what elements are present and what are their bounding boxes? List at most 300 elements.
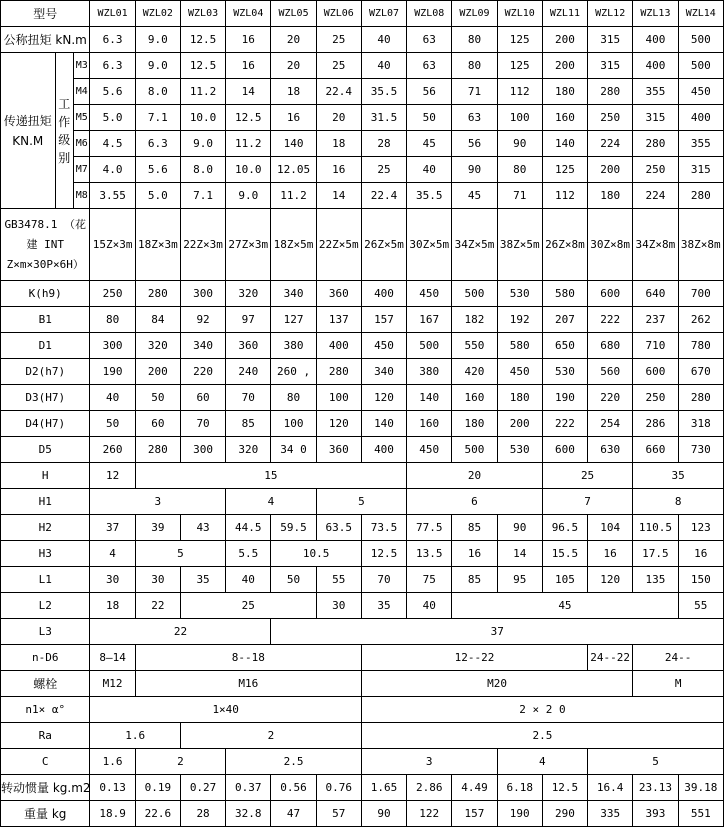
cell: 60 [180, 385, 225, 411]
cell: 30 [316, 593, 361, 619]
cell: 551 [678, 801, 723, 827]
cell: 150 [678, 567, 723, 593]
cell: 8—14 [90, 645, 135, 671]
model-header: WZL06 [316, 1, 361, 27]
cell: 0.13 [90, 775, 135, 801]
cell: 190 [497, 801, 542, 827]
cell: 360 [316, 281, 361, 307]
cell: 180 [497, 385, 542, 411]
cell: 710 [633, 333, 678, 359]
cell: 3 [90, 489, 226, 515]
grade-label: M5 [74, 105, 90, 131]
cell: 167 [407, 307, 452, 333]
row-label: K(h9) [1, 281, 90, 307]
cell: 560 [588, 359, 633, 385]
cell: 27Z×3m [226, 209, 271, 281]
cell: 780 [678, 333, 723, 359]
cell: 40 [226, 567, 271, 593]
model-header: WZL10 [497, 1, 542, 27]
cell: 355 [633, 79, 678, 105]
cell: 35 [361, 593, 406, 619]
cell: 400 [361, 281, 406, 307]
cell: 95 [497, 567, 542, 593]
model-header: WZL01 [90, 1, 135, 27]
row-d5 [1, 437, 724, 463]
cell: 63 [452, 105, 497, 131]
cell: 600 [542, 437, 587, 463]
cell: 105 [542, 567, 587, 593]
cell: 40 [407, 593, 452, 619]
cell: 700 [678, 281, 723, 307]
cell: 125 [497, 27, 542, 53]
cell: 40 [407, 157, 452, 183]
model-header: WZL13 [633, 1, 678, 27]
cell: 500 [678, 27, 723, 53]
cell: 7 [542, 489, 632, 515]
transmit-torque-label [1, 53, 56, 209]
cell: 1×40 [90, 697, 361, 723]
cell: 600 [633, 359, 678, 385]
cell: 104 [588, 515, 633, 541]
cell: 180 [588, 183, 633, 209]
cell: 18.9 [90, 801, 135, 827]
cell: 80 [90, 307, 135, 333]
cell: 4 [497, 749, 587, 775]
cell: 43 [180, 515, 225, 541]
row-label: L2 [1, 593, 90, 619]
cell: 640 [633, 281, 678, 307]
cell: 71 [452, 79, 497, 105]
cell: 26Z×8m [542, 209, 587, 281]
cell: 380 [271, 333, 316, 359]
cell: 315 [678, 157, 723, 183]
row-weight [1, 801, 724, 827]
cell: 140 [542, 131, 587, 157]
row-d4 [1, 411, 724, 437]
cell: 22Z×3m [180, 209, 225, 281]
spline-label: GB3478.1 （花建 INT Z×m×30P×6H） [1, 209, 90, 281]
cell: 120 [361, 385, 406, 411]
cell: 18 [316, 131, 361, 157]
cell: 16.4 [588, 775, 633, 801]
cell: 250 [90, 281, 135, 307]
cell: 320 [226, 281, 271, 307]
cell: 360 [316, 437, 361, 463]
cell: 207 [542, 307, 587, 333]
cell: 180 [452, 411, 497, 437]
cell: 280 [678, 183, 723, 209]
cell: 55 [678, 593, 723, 619]
cell: 260 [90, 437, 135, 463]
row-h1 [1, 489, 724, 515]
model-header: WZL09 [452, 1, 497, 27]
cell: 3.55 [90, 183, 135, 209]
cell: 16 [271, 105, 316, 131]
row-label: D4(H7) [1, 411, 90, 437]
cell: 0.27 [180, 775, 225, 801]
cell: 335 [588, 801, 633, 827]
cell: 20 [407, 463, 543, 489]
cell: 122 [407, 801, 452, 827]
cell: 250 [633, 157, 678, 183]
cell: 224 [633, 183, 678, 209]
cell: 192 [497, 307, 542, 333]
cell: 31.5 [361, 105, 406, 131]
cell: 40 [90, 385, 135, 411]
cell: 45 [452, 183, 497, 209]
cell: 2 [180, 723, 361, 749]
cell: 22.4 [361, 183, 406, 209]
cell: 44.5 [226, 515, 271, 541]
cell: 190 [90, 359, 135, 385]
cell: 63 [407, 53, 452, 79]
work-class-label: 工作级别 [55, 53, 74, 209]
row-label: n-D6 [1, 645, 90, 671]
cell: 280 [633, 131, 678, 157]
row-label: n1× α° [1, 697, 90, 723]
cell: 25 [361, 157, 406, 183]
cell: 22Z×5m [316, 209, 361, 281]
cell: 320 [135, 333, 180, 359]
cell: 6.18 [497, 775, 542, 801]
row-angle [1, 697, 724, 723]
grade-label: M6 [74, 131, 90, 157]
cell: 3 [361, 749, 497, 775]
cell: 8--18 [135, 645, 361, 671]
cell: 15Z×3m [90, 209, 135, 281]
cell: 224 [588, 131, 633, 157]
cell: 500 [678, 53, 723, 79]
row-label: 螺栓 [1, 671, 90, 697]
cell: 80 [497, 157, 542, 183]
cell: 5.6 [90, 79, 135, 105]
cell: 5 [135, 541, 225, 567]
cell: 1.6 [90, 749, 135, 775]
cell: 26Z×5m [361, 209, 406, 281]
cell: 34Z×5m [452, 209, 497, 281]
cell: 6 [407, 489, 543, 515]
cell: 112 [497, 79, 542, 105]
row-ra [1, 723, 724, 749]
row-h [1, 463, 724, 489]
row-label: H [1, 463, 90, 489]
cell: 530 [497, 437, 542, 463]
cell: 10.0 [226, 157, 271, 183]
cell: 5.6 [135, 157, 180, 183]
cell: 127 [271, 307, 316, 333]
cell: 60 [135, 411, 180, 437]
cell: 97 [226, 307, 271, 333]
cell: 140 [271, 131, 316, 157]
cell: 240 [226, 359, 271, 385]
cell: 280 [678, 385, 723, 411]
cell: 18Z×5m [271, 209, 316, 281]
cell: 80 [271, 385, 316, 411]
model-header: WZL03 [180, 1, 225, 27]
transmit-label-text: 传递扭矩 [3, 113, 52, 128]
cell: 12 [90, 463, 135, 489]
cell: 10.5 [271, 541, 361, 567]
cell: 280 [316, 359, 361, 385]
cell: 300 [180, 437, 225, 463]
cell: 190 [542, 385, 587, 411]
cell: 50 [90, 411, 135, 437]
model-header: WZL05 [271, 1, 316, 27]
grade-label: M4 [74, 79, 90, 105]
cell: 34Z×8m [633, 209, 678, 281]
cell: 550 [452, 333, 497, 359]
cell: 8 [633, 489, 724, 515]
nominal-torque-row [1, 27, 724, 53]
row-c [1, 749, 724, 775]
cell: 580 [542, 281, 587, 307]
cell: 160 [542, 105, 587, 131]
cell: 200 [135, 359, 180, 385]
cell: 30 [90, 567, 135, 593]
cell: 16 [678, 541, 723, 567]
cell: 16 [226, 53, 271, 79]
cell: 400 [678, 105, 723, 131]
cell: 137 [316, 307, 361, 333]
cell: 237 [633, 307, 678, 333]
cell: 4 [90, 541, 135, 567]
cell: 96.5 [542, 515, 587, 541]
cell: 56 [452, 131, 497, 157]
cell: 660 [633, 437, 678, 463]
row-label: Ra [1, 723, 90, 749]
row-l2 [1, 593, 724, 619]
row-label: D1 [1, 333, 90, 359]
cell: 16 [226, 27, 271, 53]
row-inertia [1, 775, 724, 801]
cell: 22 [90, 619, 271, 645]
cell: 25 [180, 593, 316, 619]
cell: 600 [588, 281, 633, 307]
cell: 4.0 [90, 157, 135, 183]
cell: 7.1 [135, 105, 180, 131]
row-nd6 [1, 645, 724, 671]
row-d3 [1, 385, 724, 411]
cell: 39.18 [678, 775, 723, 801]
cell: 2.5 [226, 749, 362, 775]
cell: 11.2 [226, 131, 271, 157]
cell: 15.5 [542, 541, 587, 567]
cell: 37 [90, 515, 135, 541]
cell: 16 [452, 541, 497, 567]
cell: 4.5 [90, 131, 135, 157]
cell: 400 [361, 437, 406, 463]
cell: 70 [361, 567, 406, 593]
row-label: H1 [1, 489, 90, 515]
cell: 400 [633, 53, 678, 79]
cell: 40 [361, 53, 406, 79]
cell: 73.5 [361, 515, 406, 541]
cell: 580 [497, 333, 542, 359]
cell: 5.0 [135, 183, 180, 209]
cell: 12.5 [226, 105, 271, 131]
cell: 55 [316, 567, 361, 593]
cell: 35.5 [361, 79, 406, 105]
cell: 12.5 [180, 27, 225, 53]
cell: 0.19 [135, 775, 180, 801]
cell: 450 [678, 79, 723, 105]
row-label: B1 [1, 307, 90, 333]
spline-row [1, 209, 724, 281]
cell: 200 [588, 157, 633, 183]
cell: 290 [542, 801, 587, 827]
cell: 180 [542, 79, 587, 105]
cell: 35 [633, 463, 724, 489]
cell: 670 [678, 359, 723, 385]
model-header: WZL11 [542, 1, 587, 27]
cell: 14 [316, 183, 361, 209]
cell: 45 [452, 593, 678, 619]
cell: 200 [542, 53, 587, 79]
cell: 71 [497, 183, 542, 209]
cell: 125 [497, 53, 542, 79]
cell: 2 × 2 0 [361, 697, 723, 723]
cell: 220 [180, 359, 225, 385]
cell: 280 [588, 79, 633, 105]
cell: 300 [90, 333, 135, 359]
cell: 9.0 [180, 131, 225, 157]
cell: 6.3 [90, 27, 135, 53]
cell: 315 [588, 27, 633, 53]
cell: 110.5 [633, 515, 678, 541]
row-bolt [1, 671, 724, 697]
cell: 85 [452, 515, 497, 541]
cell: 1.6 [90, 723, 180, 749]
cell: 50 [407, 105, 452, 131]
cell: 157 [361, 307, 406, 333]
cell: 315 [633, 105, 678, 131]
cell: 530 [542, 359, 587, 385]
cell: 630 [588, 437, 633, 463]
cell: 450 [407, 281, 452, 307]
row-label: 转动惯量 kg.m2 [1, 775, 90, 801]
cell: 140 [407, 385, 452, 411]
cell: 17.5 [633, 541, 678, 567]
cell: 160 [452, 385, 497, 411]
cell: 6.3 [90, 53, 135, 79]
cell: 37 [271, 619, 724, 645]
row-label: 重量 kg [1, 801, 90, 827]
cell: 80 [452, 53, 497, 79]
cell: 340 [361, 359, 406, 385]
nominal-torque-label: 公称扭矩 kN.m [1, 27, 90, 53]
cell: 50 [271, 567, 316, 593]
cell: 18 [271, 79, 316, 105]
cell: 420 [452, 359, 497, 385]
cell: 400 [633, 27, 678, 53]
cell: M [633, 671, 724, 697]
cell: 24-- [633, 645, 724, 671]
cell: 650 [542, 333, 587, 359]
cell: 75 [407, 567, 452, 593]
cell: 100 [316, 385, 361, 411]
cell: 18Z×3m [135, 209, 180, 281]
cell: 16 [316, 157, 361, 183]
cell: 38Z×5m [497, 209, 542, 281]
model-header: WZL07 [361, 1, 406, 27]
row-label: H2 [1, 515, 90, 541]
cell: 30Z×8m [588, 209, 633, 281]
transmit-unit: KN.M [12, 133, 44, 148]
cell: 450 [361, 333, 406, 359]
cell: 14 [226, 79, 271, 105]
cell: 120 [316, 411, 361, 437]
cell: 500 [452, 437, 497, 463]
cell: 18 [90, 593, 135, 619]
cell: 7.1 [180, 183, 225, 209]
cell: 286 [633, 411, 678, 437]
cell: 59.5 [271, 515, 316, 541]
cell: 84 [135, 307, 180, 333]
cell: 160 [407, 411, 452, 437]
row-h2 [1, 515, 724, 541]
cell: 222 [588, 307, 633, 333]
cell: 222 [542, 411, 587, 437]
cell: 70 [180, 411, 225, 437]
cell: 500 [452, 281, 497, 307]
cell: 5.0 [90, 105, 135, 131]
cell: 25 [316, 27, 361, 53]
cell: 250 [633, 385, 678, 411]
cell: 90 [497, 131, 542, 157]
cell: 6.3 [135, 131, 180, 157]
cell: 0.76 [316, 775, 361, 801]
row-label: D2(h7) [1, 359, 90, 385]
cell: 39 [135, 515, 180, 541]
transmit-row-m7 [1, 157, 724, 183]
row-label: C [1, 749, 90, 775]
cell: 280 [135, 281, 180, 307]
cell: 35 [180, 567, 225, 593]
cell: 16 [588, 541, 633, 567]
row-l1 [1, 567, 724, 593]
row-label: D5 [1, 437, 90, 463]
cell: 10.0 [180, 105, 225, 131]
cell: 28 [180, 801, 225, 827]
cell: 500 [407, 333, 452, 359]
cell: 157 [452, 801, 497, 827]
cell: 9.0 [135, 27, 180, 53]
cell: 530 [497, 281, 542, 307]
cell: 112 [542, 183, 587, 209]
cell: 100 [271, 411, 316, 437]
cell: 5 [588, 749, 724, 775]
transmit-row-m6 [1, 131, 724, 157]
transmit-row-m8 [1, 183, 724, 209]
row-label: D3(H7) [1, 385, 90, 411]
cell: 4.49 [452, 775, 497, 801]
cell: 90 [452, 157, 497, 183]
cell: 40 [361, 27, 406, 53]
row-b1 [1, 307, 724, 333]
cell: 9.0 [226, 183, 271, 209]
grade-label: M3 [74, 53, 90, 79]
row-l3 [1, 619, 724, 645]
cell: 12--22 [361, 645, 587, 671]
cell: 730 [678, 437, 723, 463]
cell: 63.5 [316, 515, 361, 541]
cell: M12 [90, 671, 135, 697]
header-label: 型号 [1, 1, 90, 27]
transmit-row-m3 [1, 53, 724, 79]
cell: 23.13 [633, 775, 678, 801]
cell: 5 [316, 489, 406, 515]
cell: 12.5 [542, 775, 587, 801]
